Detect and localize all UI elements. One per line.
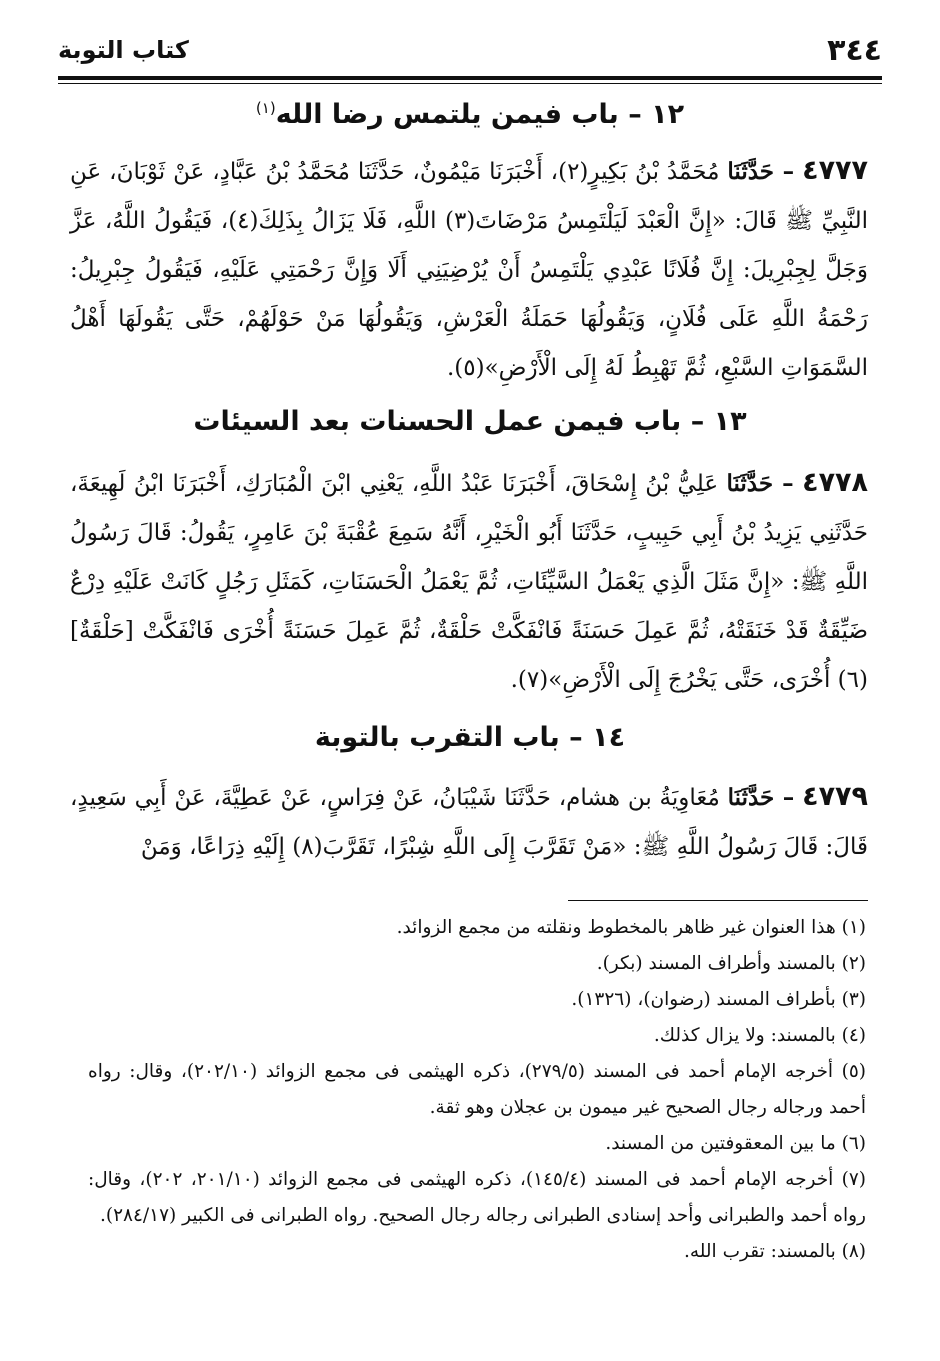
footnote: (٣) بأطراف المسند (رضوان)، (١٣٢٦). [571, 989, 866, 1010]
chapter-heading-text: ١٤ – باب التقرب بالتوبة [314, 722, 626, 753]
hadith-lead: – حَدَّثَنَا [726, 470, 794, 497]
hadith-paragraph [70, 458, 868, 705]
chapter-heading-text: ١٢ – باب فيمن يلتمس رضا الله [275, 99, 685, 130]
footnotes [88, 910, 866, 1270]
hadith-text: مُعَاوِيَةُ بن هشام، حَدَّثَنَا شَيْبَانُ، عَنْ فِرَاسٍ، عَنْ عَطِيَّةَ، عَنْ أَبِي سَعِيدٍ، قَالَ: قَالَ رَسُولُ اللَّهِ ﷺ: «مَنْ تَقَرَّبَ إِلَى اللَّهِ شِبْرًا، تَقَرَّبَ(٨) إِلَيْهِ ذِرَاعًا، وَمَنْ [70, 785, 868, 860]
running-head [58, 28, 882, 72]
chapter-heading-text: ١٣ – باب فيمن عمل الحسنات بعد السيئات [193, 406, 747, 437]
footnote: (٤) بالمسند: ولا يزال كذلك. [653, 1025, 866, 1046]
hadith-number: ٤٧٧٧ [802, 155, 869, 186]
footnote: (١) هذا العنوان غير ظاهر بالمخطوط ونقلته من مجمع الزوائد. [396, 917, 866, 938]
header-rule-thin [58, 83, 882, 84]
footnote-ref: (١) [255, 99, 276, 117]
hadith-text: عَلِيُّ بْنُ إِسْحَاقَ، أَخْبَرَنَا عَبْدُ اللَّهِ، يَعْنِي ابْنَ الْمُبَارَكِ، أَخْبَرَنَا ابْنُ لَهِيعَةَ، حَدَّثَنِي يَزِيدُ بْنُ أَبِي حَبِيبٍ، حَدَّثَنَا أَبُو الْخَيْرِ، أَنَّهُ سَمِعَ عُقْبَةَ بْنَ عَامِرٍ، يَقُولُ: قَالَ رَسُولُ اللَّهِ ﷺ: «إِنَّ مَثَلَ الَّذِي يَعْمَلُ السَّيِّئَاتِ، ثُمَّ يَعْمَلُ الْحَسَنَاتِ، كَمَثَلِ رَجُلٍ كَانَتْ عَلَيْهِ دِرْعٌ ضَيِّقَةٌ قَدْ خَنَقَتْهُ، ثُمَّ عَمِلَ حَسَنَةً فَانْفَكَّتْ حَلْقَةٌ، ثُمَّ عَمِلَ حَسَنَةً أُخْرَى فَانْفَكَّتْ [حَلْقَةٌ] (٦) أُخْرَى، حَتَّى يَخْرُجَ إِلَى الْأَرْضِ»(٧). [70, 471, 868, 693]
hadith-number: ٤٧٧٩ [802, 781, 869, 812]
footnote: (٦) ما بين المعقوفتين من المسند. [605, 1133, 866, 1154]
hadith-lead: – حَدَّثَنَا [727, 784, 795, 811]
footnote: (٧) أخرجه الإمام أحمد فى المسند (١٤٥/٤)، ذكره الهيثمى فى مجمع الزوائد (٢٠١/١٠، ٢٠٢)، وقال: رواه أحمد والطبرانى وأحد إسنادى الطبرانى رجاله رجال الصحيح. رواه الطبرانى فى الكبير (٢٨٤/١٧). [88, 1169, 866, 1226]
chapter-heading [58, 718, 882, 758]
hadith-paragraph [70, 772, 868, 872]
hadith-lead: – حَدَّثَنَا [727, 158, 795, 185]
footnote: (٨) بالمسند: تقرب الله. [684, 1241, 866, 1262]
chapter-heading [58, 402, 882, 442]
book-title: كتاب التوبة [58, 36, 189, 64]
header-rule [58, 76, 882, 80]
footnote: (٢) بالمسند وأطراف المسند (بكر). [596, 953, 866, 974]
footnote-separator [568, 900, 868, 901]
page-number: ٣٤٤ [827, 32, 882, 68]
hadith-text: مُحَمَّدُ بْنُ بَكِيرٍ(٢)، أَخْبَرَنَا مَيْمُونٌ، حَدَّثَنَا مُحَمَّدُ بْنُ عَبَّادٍ، عَنْ ثَوْبَانَ، عَنِ النَّبِيِّ ﷺ قَالَ: «إِنَّ الْعَبْدَ لَيَلْتَمِسُ مَرْضَاتَ(٣) اللَّهِ، فَلَا يَزَالُ بِذَلِكَ(٤)، فَيَقُولُ اللَّهُ، عَزَّ وَجَلَّ لِجِبْرِيلَ: إِنَّ فُلَانًا عَبْدِي يَلْتَمِسُ أَنْ يُرْضِيَنِي أَلَا وَإِنَّ رَحْمَتِي عَلَيْهِ، فَيَقُولُ جِبْرِيلُ: رَحْمَةُ اللَّهِ عَلَى فُلَانٍ، وَيَقُولُهَا حَمَلَةُ الْعَرْشِ، وَيَقُولُهَا مَنْ حَوْلَهُمْ، حَتَّى يَقُولَهَا أَهْلُ السَّمَوَاتِ السَّبْعِ، ثُمَّ تَهْبِطُ لَهُ إِلَى الْأَرْضِ»(٥). [70, 159, 869, 381]
hadith-paragraph [70, 146, 868, 393]
chapter-heading [58, 88, 882, 135]
hadith-number: ٤٧٧٨ [802, 467, 869, 498]
footnote: (٥) أخرجه الإمام أحمد فى المسند (٢٧٩/٥)، ذكره الهيثمى فى مجمع الزوائد (٢٠٢/١٠)، وقال: رواه أحمد ورجاله رجال الصحيح غير ميمون بن عجلان وهو ثقة. [88, 1061, 866, 1118]
